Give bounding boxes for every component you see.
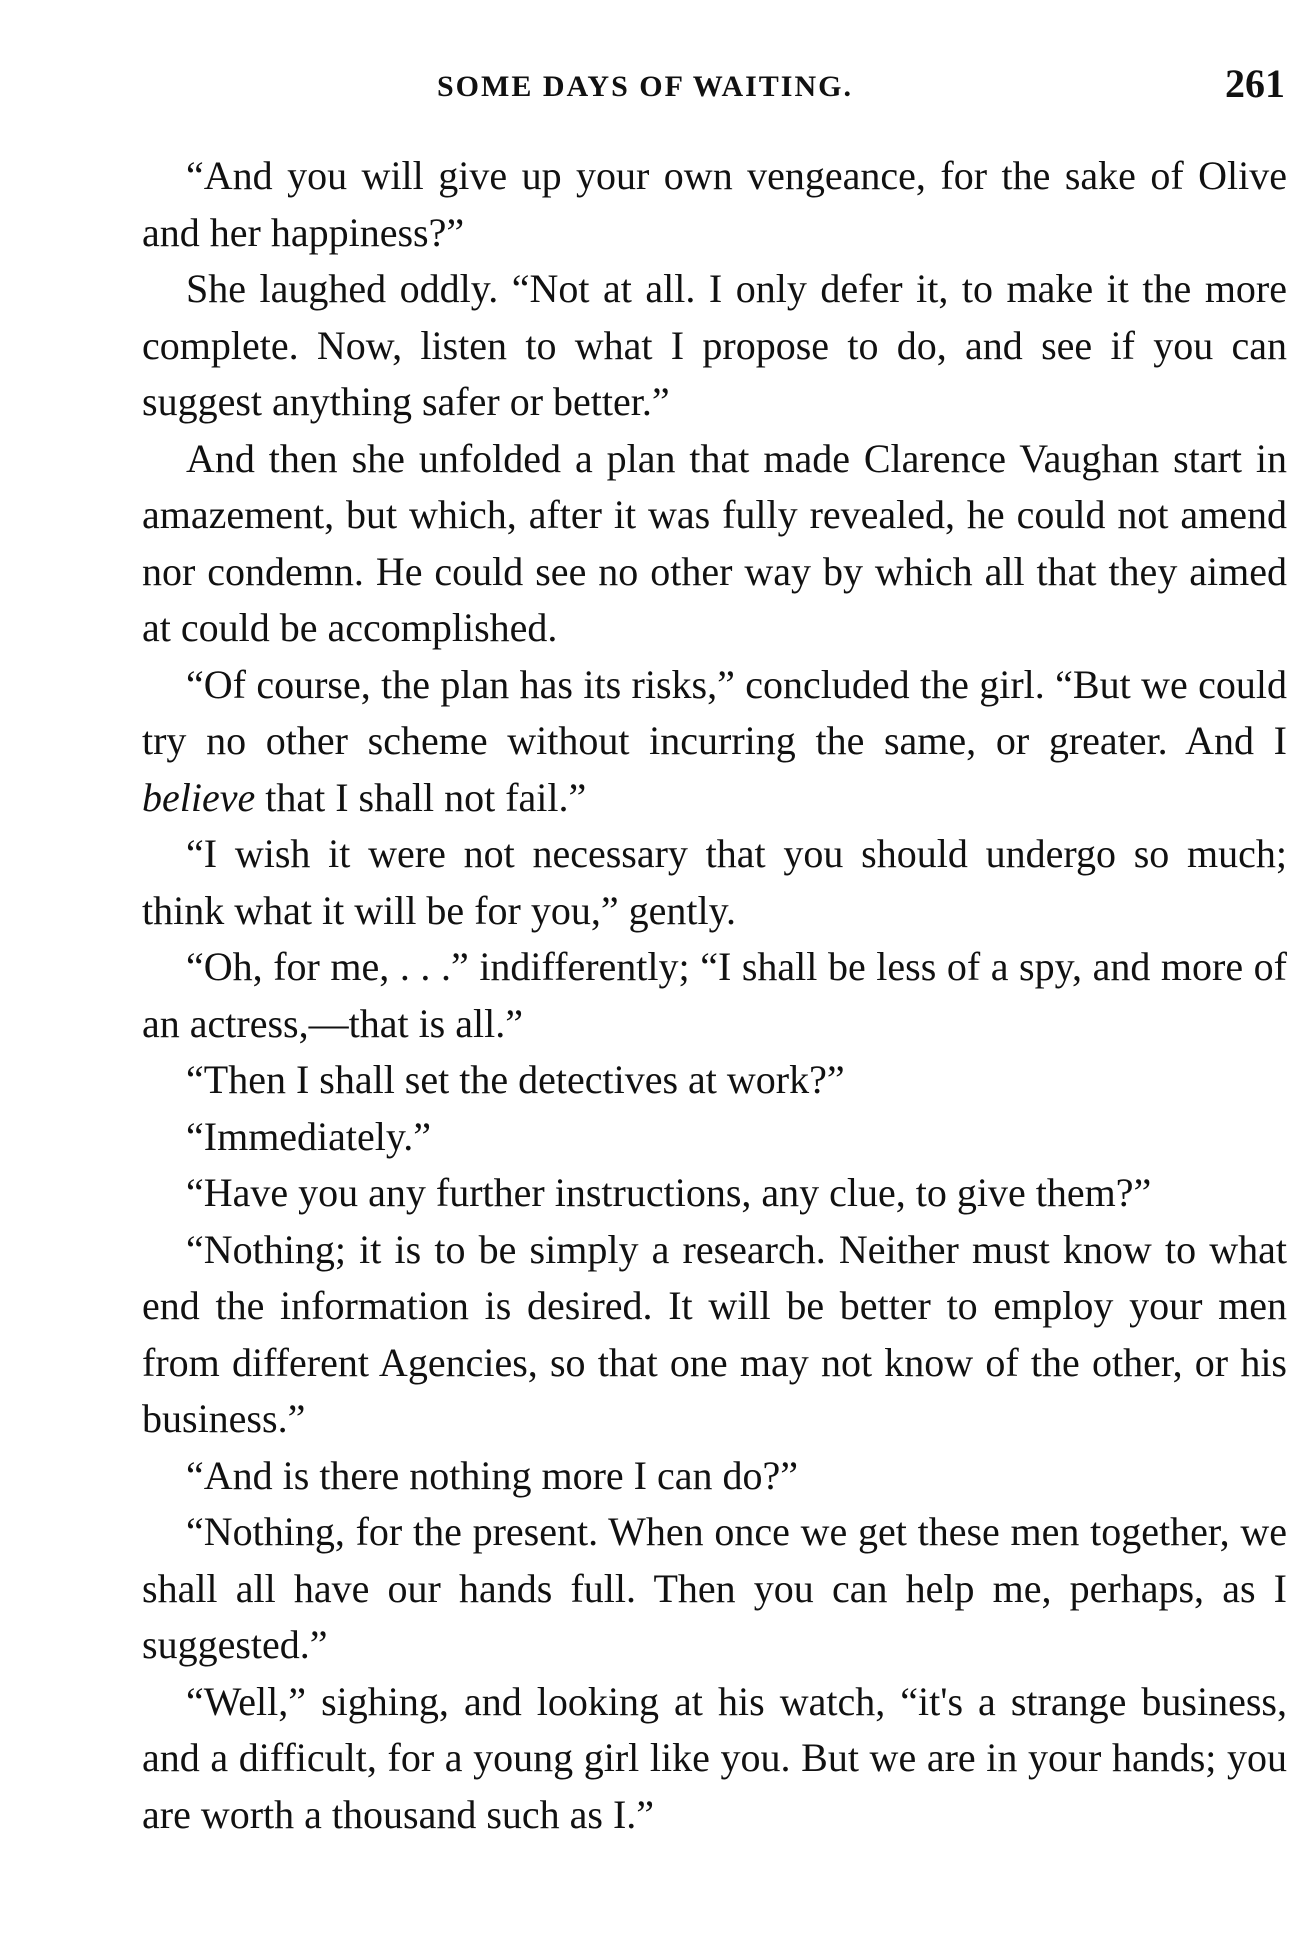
running-title: SOME DAYS OF WAITING.	[437, 70, 853, 103]
paragraph: She laughed oddly. “Not at all. I only defer it, to make it the more complete. Now, listen to what I propose to do, and see if you can suggest anything safer or better.”	[142, 266, 1287, 424]
paragraph: “Then I shall set the detectives at work?”	[186, 1057, 845, 1102]
emphasis-text: believe	[142, 774, 256, 820]
body-text	[142, 148, 1287, 1843]
page-number: 261	[1225, 61, 1285, 106]
paragraph: “Oh, for me, . . .” indifferently; “I shall be less of a spy, and more of an actress,—that is all.”	[142, 944, 1287, 1046]
paragraph: “Immediately.”	[186, 1113, 432, 1159]
paragraph: “And you will give up your own vengeance, for the sake of Olive and her happiness?”	[142, 153, 1287, 255]
paragraph: “Nothing; it is to be simply a research. Neither must know to what end the information is desired. It will be better to employ your men from different Agencies, so that one may not know of the other, or his business.”	[142, 1226, 1287, 1441]
paragraph-text: “Of course, the plan has its risks,” concluded the girl. “But we could try no other scheme without incurring the same, or greater. And I	[142, 661, 1287, 763]
paragraph: “Well,” sighing, and looking at his watch, “it's a strange business, and a difficult, for a young girl like you. But we are in your hands; you are worth a thousand such as I.”	[142, 1678, 1287, 1837]
paragraph: “I wish it were not necessary that you should undergo so much; think what it will be for you,” gently.	[142, 831, 1287, 933]
paragraph: “Nothing, for the present. When once we get these men together, we shall all have our hands full. Then you can help me, perhaps, as I suggested.”	[142, 1509, 1287, 1667]
paragraph: And then she unfolded a plan that made Clarence Vaughan start in amazement, but which, after it was fully revealed, he could not amend nor condemn. He could see no other way by which all that they aimed at could be accomplished.	[142, 435, 1287, 650]
paragraph: “Have you any further instructions, any clue, to give them?”	[186, 1170, 1152, 1215]
paragraph: “And is there nothing more I can do?”	[186, 1452, 799, 1498]
running-head	[145, 60, 1285, 120]
paragraph	[142, 657, 1287, 827]
paragraph-text: that I shall not fail.”	[255, 774, 587, 820]
